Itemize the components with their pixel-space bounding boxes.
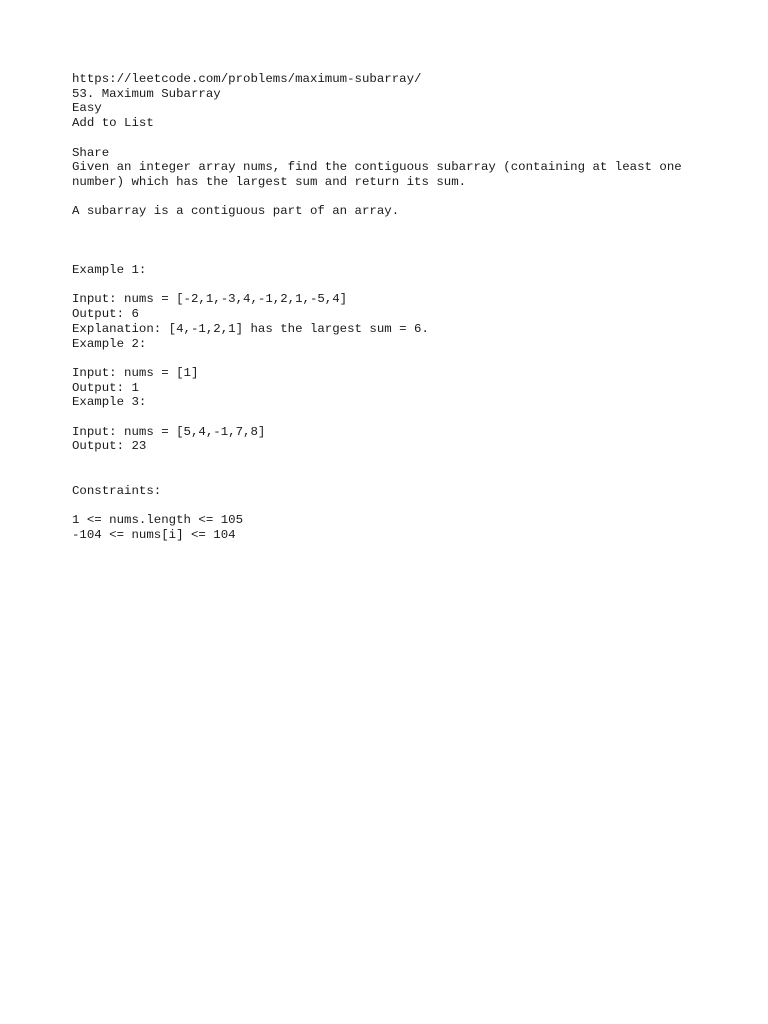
example-input: Input: nums = [-2,1,-3,4,-1,2,1,-5,4] (72, 292, 348, 307)
example-1 (72, 263, 732, 337)
document-page (72, 72, 732, 542)
example-output: Output: 6 (72, 307, 139, 322)
spacer (72, 469, 732, 484)
problem-url[interactable] (72, 72, 732, 87)
example-output: Output: 23 (72, 439, 147, 454)
problem-title: 53. Maximum Subarray (72, 86, 221, 101)
example-heading: Example 2: (72, 336, 147, 351)
constraint-item: 1 <= nums.length <= 105 (72, 512, 244, 527)
example-input: Input: nums = [5,4,-1,7,8] (72, 424, 266, 439)
constraints-section (72, 484, 732, 543)
example-heading: Example 3: (72, 395, 147, 410)
example-explanation: Explanation: [4,-1,2,1] has the largest sum = 6. (72, 321, 429, 336)
spacer (72, 410, 732, 425)
spacer (72, 498, 732, 513)
share-link[interactable]: Share (72, 145, 110, 160)
spacer (72, 234, 732, 249)
example-heading: Example 1: (72, 263, 147, 278)
problem-description: Given an integer array nums, find the contiguous subarray (containing at least one number) which has the largest sum and return its sum. (72, 160, 682, 189)
spacer (72, 219, 732, 234)
example-output: Output: 1 (72, 380, 139, 395)
difficulty-label: Easy (72, 101, 102, 116)
spacer (72, 131, 732, 146)
constraints-heading: Constraints: (72, 483, 162, 498)
spacer (72, 278, 732, 293)
spacer (72, 454, 732, 469)
add-to-list-link[interactable]: Add to List (72, 116, 154, 131)
example-3 (72, 395, 732, 454)
constraint-item: -104 <= nums[i] <= 104 (72, 527, 236, 542)
spacer (72, 248, 732, 263)
spacer (72, 351, 732, 366)
subarray-definition: A subarray is a contiguous part of an array. (72, 204, 400, 219)
problem-url-link[interactable]: https://leetcode.com/problems/maximum-subarray/ (72, 72, 422, 86)
example-2 (72, 337, 732, 396)
spacer (72, 190, 732, 205)
example-input: Input: nums = [1] (72, 365, 199, 380)
